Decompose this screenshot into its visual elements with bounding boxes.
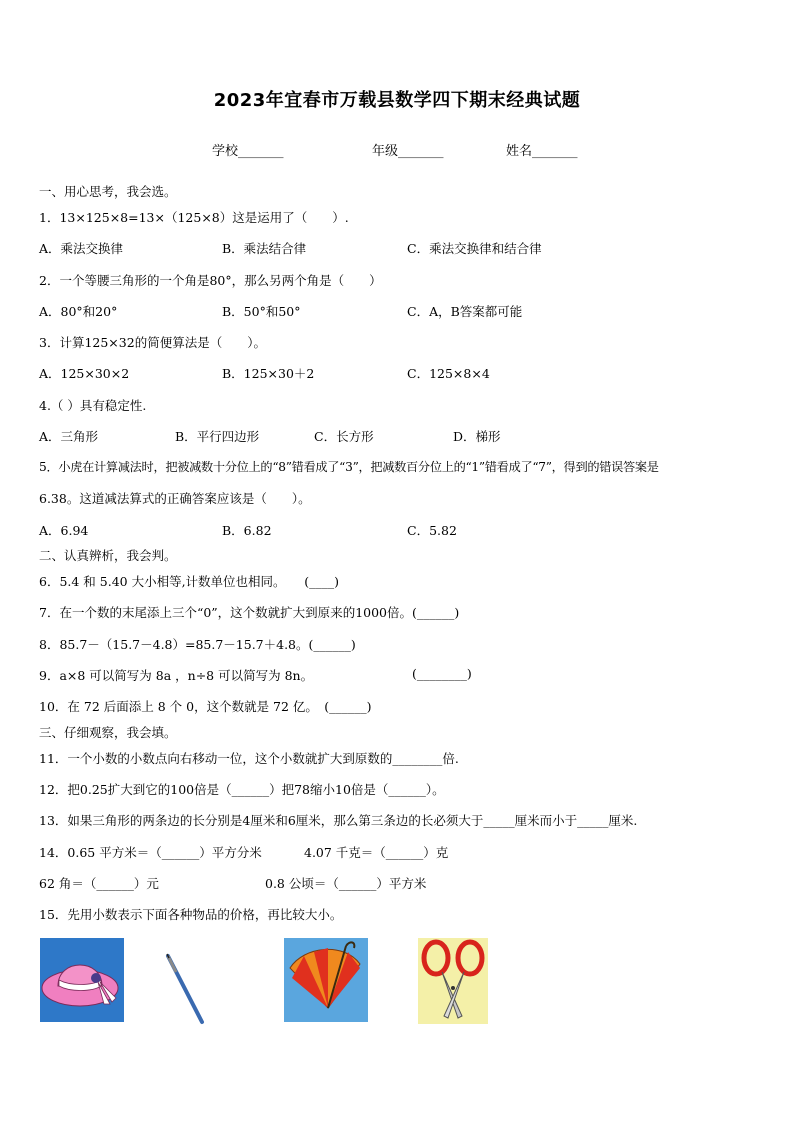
- question-2: 2．一个等腰三角形的一个角是80°，那么另两个角是（ ）: [39, 273, 382, 288]
- q4-option-c: C．长方形: [314, 429, 374, 444]
- pen-image: [160, 952, 208, 1026]
- question-6: 6．5.4 和 5.40 大小相等,计数单位也相同。 (____): [39, 574, 340, 589]
- q5-option-b: B．6.82: [222, 523, 272, 538]
- name-field: 姓名_______: [506, 144, 578, 159]
- question-10: 10．在 72 后面添上 8 个 0，这个数就是 72 亿。 (______): [39, 699, 372, 714]
- scissors-image: [418, 938, 488, 1024]
- question-11: 11．一个小数的小数点向右移动一位，这个小数就扩大到原数的________倍.: [39, 751, 459, 766]
- question-8: 8．85.7－（15.7－4.8）=85.7－15.7＋4.8。(______): [39, 637, 356, 652]
- umbrella-image: [284, 938, 368, 1022]
- section-3-heading: 三、仔细观察，我会填。: [39, 725, 177, 740]
- section-1-heading: 一、用心思考，我会选。: [39, 184, 177, 199]
- q1-option-b: B．乘法结合律: [222, 241, 307, 256]
- q5-option-a: A．6.94: [39, 523, 89, 538]
- q2-option-c: C．A，B答案都可能: [407, 304, 523, 319]
- question-1: 1．13×125×8=13×（125×8）这是运用了（ ）.: [39, 210, 349, 225]
- q3-option-c: C．125×8×4: [407, 366, 490, 381]
- section-2-heading: 二、认真辨析，我会判。: [39, 548, 177, 563]
- question-14-part-c: 62 角＝（______）元: [39, 876, 159, 891]
- question-3: 3．计算125×32的简便算法是（ ）。: [39, 335, 266, 350]
- hat-image: [40, 938, 124, 1022]
- q1-option-a: A．乘法交换律: [39, 241, 124, 256]
- page-title: 2023年宜春市万载县数学四下期末经典试题: [213, 90, 581, 111]
- q4-option-b: B．平行四边形: [175, 429, 260, 444]
- q3-option-a: A．125×30×2: [39, 366, 130, 381]
- q5-option-c: C．5.82: [407, 523, 457, 538]
- grade-field: 年级_______: [372, 144, 444, 159]
- q2-option-a: A．80°和20°: [39, 304, 118, 319]
- q1-option-c: C．乘法交换律和结合律: [407, 241, 542, 256]
- question-7: 7．在一个数的末尾添上三个“0”，这个数就扩大到原来的1000倍。(______): [39, 605, 460, 620]
- question-5-line-2: 6.38。这道减法算式的正确答案应该是（ ）。: [39, 491, 311, 506]
- q2-option-b: B．50°和50°: [222, 304, 301, 319]
- question-15: 15．先用小数表示下面各种物品的价格，再比较大小。: [39, 907, 343, 922]
- question-14-part-d: 0.8 公顷＝（______）平方米: [265, 876, 427, 891]
- q4-option-a: A．三角形: [39, 429, 99, 444]
- question-5-line-1: 5．小虎在计算减法时，把被减数十分位上的“8”错看成了“3”，把减数百分位上的“1”错看成了“7”，得到的错误答案是: [39, 460, 659, 474]
- school-field: 学校_______: [212, 144, 284, 159]
- question-14-part-b: 4.07 千克＝（______）克: [304, 845, 449, 860]
- question-12: 12．把0.25扩大到它的100倍是（______）把78缩小10倍是（______）。: [39, 782, 445, 797]
- q3-option-b: B．125×30＋2: [222, 366, 315, 381]
- question-4: 4.（ ）具有稳定性.: [39, 398, 147, 413]
- question-9: 9．a×8 可以简写为 8a ，n÷8 可以简写为 8n。: [39, 668, 314, 683]
- question-9-blank: (________): [412, 666, 472, 681]
- q4-option-d: D．梯形: [453, 429, 501, 444]
- question-14-part-a: 14．0.65 平方米＝（______）平方分米: [39, 845, 262, 860]
- question-13: 13．如果三角形的两条边的长分别是4厘米和6厘米，那么第三条边的长必须大于_____厘米而小于_____厘米.: [39, 813, 638, 828]
